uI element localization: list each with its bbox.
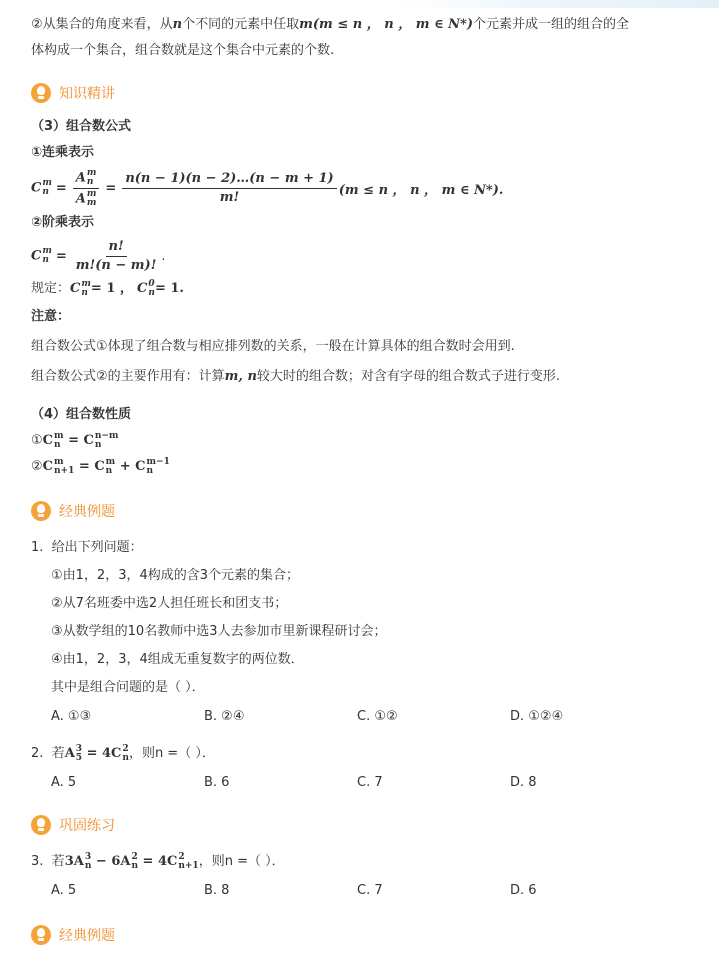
a-letter: A bbox=[75, 170, 86, 185]
question-text: 给出下列问题： bbox=[51, 540, 143, 555]
frac-num: n(n − 1)(n − 2)…(n − m + 1) bbox=[122, 171, 336, 189]
circled-number: ② bbox=[31, 459, 43, 474]
lightbulb-icon bbox=[31, 83, 51, 103]
math-n: n bbox=[172, 17, 183, 32]
property-1 bbox=[31, 428, 691, 454]
math-condition: m(m ≤ n ， n ， m ∈ N*) bbox=[299, 17, 474, 32]
consecutive-formula bbox=[31, 166, 691, 210]
formula-condition: (m ≤ n ， n ， m ∈ N*). bbox=[338, 182, 504, 198]
option-a[interactable]: A. ①③ bbox=[51, 709, 92, 724]
property-2 bbox=[31, 454, 691, 480]
option-a[interactable]: A. 5 bbox=[51, 775, 77, 790]
c-symbol bbox=[31, 179, 52, 197]
c-letter: C bbox=[31, 180, 42, 196]
factorial-formula bbox=[31, 236, 691, 276]
c-symbol: C m n bbox=[70, 278, 91, 298]
frac-num: A m n bbox=[73, 169, 100, 189]
question-text: ，则n =（ ）． bbox=[198, 854, 285, 869]
question-1-item: ①由1，2，3，4构成的含3个元素的集合； bbox=[51, 568, 300, 583]
frac-den: m! bbox=[219, 189, 240, 205]
question-number: 1. bbox=[31, 540, 44, 555]
section-title: 经典例题 bbox=[59, 928, 115, 944]
question-text: 若 bbox=[51, 854, 65, 869]
c-indices: m n bbox=[42, 178, 52, 197]
fraction-factorial bbox=[73, 239, 160, 274]
question-text: ，则n =（ ）． bbox=[128, 746, 215, 761]
question-2-stem bbox=[31, 740, 691, 768]
question-2-options bbox=[31, 768, 691, 798]
lightbulb-icon bbox=[31, 925, 51, 945]
option-b[interactable]: B. 6 bbox=[204, 775, 230, 790]
a-letter: A bbox=[75, 191, 86, 206]
section-title: 经典例题 bbox=[59, 504, 115, 520]
note-1: 组合数公式①体现了组合数与相应排列数的关系，一般在计算具体的组合数时会用到. bbox=[31, 339, 515, 354]
note-text: 组合数公式②的主要作用有：计算 bbox=[31, 369, 225, 384]
frac-num: n! bbox=[106, 239, 127, 257]
top-decoration bbox=[0, 0, 719, 8]
rule-label: 规定： bbox=[31, 281, 71, 296]
section-title: 巩固练习 bbox=[59, 818, 115, 834]
question-3-stem bbox=[31, 848, 691, 876]
consecutive-label: ①连乘表示 bbox=[31, 145, 95, 160]
option-a[interactable]: A. 5 bbox=[51, 883, 77, 898]
question-1-item: ③从数学组的10名教师中选3人去参加市里新课程研讨会； bbox=[51, 624, 387, 639]
intro-text: 个元素并成一组的组合的全 bbox=[473, 17, 630, 32]
question-number: 2. bbox=[31, 746, 44, 761]
option-b[interactable]: B. 8 bbox=[204, 883, 230, 898]
c-symbol: C m n bbox=[31, 246, 52, 265]
question-1-item: ④由1，2，3，4组成无重复数字的两位数． bbox=[51, 652, 304, 667]
note-text: 较大时的组合数；对含有字母的组合数式子进行变形. bbox=[256, 369, 561, 384]
lightbulb-icon bbox=[31, 501, 51, 521]
question-1-ask: 其中是组合问题的是（ ）． bbox=[51, 680, 205, 695]
section-header-classic bbox=[31, 496, 691, 526]
option-b[interactable]: B. ②④ bbox=[204, 709, 245, 724]
fraction-a bbox=[73, 169, 100, 208]
question-formula: A 3 5 = 4C 2 n bbox=[64, 743, 129, 763]
intro-line-2: 体构成一个集合，组合数就是这个集合中元素的个数. bbox=[31, 43, 335, 58]
formula-heading: （3）组合数公式 bbox=[31, 119, 132, 134]
question-formula: 3A 3 n − 6A 2 n = 4C 2 n+1 bbox=[64, 851, 199, 871]
intro-line-1 bbox=[31, 12, 691, 38]
section-header-knowledge bbox=[31, 78, 691, 108]
question-number: 3. bbox=[31, 854, 44, 869]
option-c[interactable]: C. 7 bbox=[357, 775, 383, 790]
period: . bbox=[161, 248, 166, 264]
question-3-options bbox=[31, 876, 691, 906]
lightbulb-icon bbox=[31, 815, 51, 835]
option-d[interactable]: D. 8 bbox=[510, 775, 537, 790]
option-c[interactable]: C. 7 bbox=[357, 883, 383, 898]
frac-den: A m m bbox=[75, 188, 97, 208]
fraction-product bbox=[122, 171, 336, 206]
circled-number: ① bbox=[31, 433, 43, 448]
rule-expr: = 1. bbox=[154, 281, 184, 296]
c-symbol: C 0 n bbox=[137, 278, 155, 298]
rule-expr: = 1 ， bbox=[90, 281, 133, 296]
equals: = bbox=[55, 180, 67, 196]
intro-text: ②从集合的角度来看，从 bbox=[31, 17, 173, 32]
rule-line bbox=[31, 276, 691, 302]
frac-den: m!(n − m)! bbox=[75, 257, 157, 273]
section-header-practice bbox=[31, 810, 691, 840]
note-2 bbox=[31, 364, 691, 390]
equals: = bbox=[105, 180, 117, 196]
note-label: 注意： bbox=[31, 309, 71, 324]
option-c[interactable]: C. ①② bbox=[357, 709, 398, 724]
equals: = bbox=[55, 248, 67, 264]
question-1-item: ②从7名班委中选2人担任班长和团支书； bbox=[51, 596, 288, 611]
document-body bbox=[31, 12, 691, 950]
property-formula: C m n+1 = C m n + C m−1 n bbox=[42, 456, 170, 476]
section-header-classic-2 bbox=[31, 920, 691, 950]
section-title: 知识精讲 bbox=[59, 86, 115, 102]
question-text: 若 bbox=[51, 746, 65, 761]
option-d[interactable]: D. 6 bbox=[510, 883, 537, 898]
properties-heading: （4）组合数性质 bbox=[31, 407, 132, 422]
math-mn: m, n bbox=[224, 369, 257, 384]
option-d[interactable]: D. ①②④ bbox=[510, 709, 564, 724]
factorial-label: ②阶乘表示 bbox=[31, 215, 95, 230]
question-1-stem bbox=[31, 534, 691, 562]
property-formula: C m n = C n−m n bbox=[42, 430, 119, 450]
intro-text: 个不同的元素中任取 bbox=[182, 17, 300, 32]
question-1-options bbox=[31, 702, 691, 732]
